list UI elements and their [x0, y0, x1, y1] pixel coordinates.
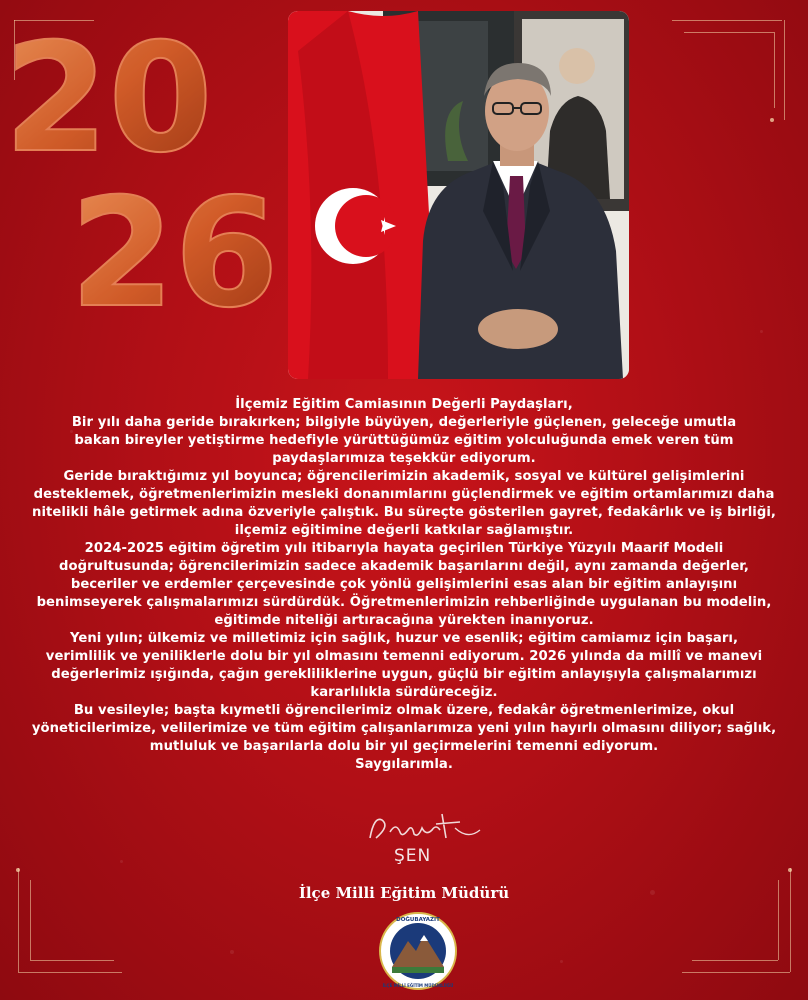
letter-paragraph: 2024-2025 eğitim öğretim yılı itibarıyla hayata geçirilen Türkiye Yüzyılı Maarif Modeli doğrultusunda; öğrencilerimizin sadece akademik başarılarını değil, aynı zamanda değerler, beceriler ve erdemler çerçevesinde çok yönlü gelişimlerini esas alan bir eğitim anlayışını benimseyerek çalışmalarımızı sürdürdük. Öğretmenlerimizin rehberliğinde uygulanan bu modelin, eğitimde niteliği artıracağına yürekten inanıyoruz. [36, 541, 772, 628]
year-2026-balloons [0, 0, 290, 340]
portrait-illustration [288, 11, 629, 379]
signature-script [360, 808, 490, 848]
year-digits-top: 20 [4, 12, 213, 186]
signature-surname: ŞEN [394, 846, 432, 866]
directorate-logo [378, 911, 458, 991]
svg-text:İLÇE MİLLİ EĞİTİM MÜDÜRLÜĞÜ: İLÇE MİLLİ EĞİTİM MÜDÜRLÜĞÜ [382, 983, 454, 988]
svg-text:DOĞUBAYAZIT: DOĞUBAYAZIT [396, 917, 440, 923]
handwritten-signature [360, 808, 490, 872]
letter-paragraph: Bu vesileyle; başta kıymetli öğrencilerimiz olmak üzere, fedakâr öğretmenlerimize, okul yöneticilerimize, velilerimize ve tüm eğitim çalışanlarımıza yeni yılın hayırlı olmasını diliyor; sağlık, mutluluk ve başarılarla dolu bir yıl geçirmelerini temenni ediyorum. [31, 703, 777, 754]
signatory-title: İlçe Milli Eğitim Müdürü [298, 884, 510, 902]
letter-paragraph: Bir yılı daha geride bırakırken; bilgiyle büyüyen, değerleriyle güçlenen, geleceğe umutla bakan bireyler yetiştirme hedefiyle yürüttüğümüz eğitim yolculuğunda emek veren tüm paydaşlarımıza teşekkür ediyorum. [71, 415, 737, 466]
corner-frame-top-right [672, 14, 792, 124]
letter-paragraph: Yeni yılın; ülkemiz ve milletimiz için sağlık, huzur ve esenlik; eğitim camiamız için başarı, verimlilik ve yeniliklerle dolu bir yıl olmasını temenni ediyorum. 2026 yılında da millî ve manevi değerlerimiz ışığında, çağın gerekliliklerine uygun, güçlü bir eğitim anlayışıyla çalışmalarımızı kararlılıkla sürdüreceğiz. [45, 631, 763, 700]
letter-paragraph: Geride bıraktığımız yıl boyunca; öğrencilerimizin akademik, sosyal ve kültürel gelişimlerini desteklemek, öğretmenlerimizin mesleki donanımlarını güçlendirmek ve eğitim ortamlarımızı daha nitelikli hâle getirmek adına özveriyle çalıştık. Bu süreçte gösterilen gayret, fedakârlık ve iş birliği, ilçemiz eğitimine değerli katkılar sağlamıştır. [32, 469, 776, 538]
year-digits-bottom: 26 [70, 167, 279, 340]
letter-greeting: İlçemiz Eğitim Camiasının Değerli Paydaşları, [235, 397, 573, 412]
portrait-photo [288, 11, 629, 379]
letter-closing: Saygılarımla. [355, 757, 453, 772]
logo-emblem [378, 911, 458, 991]
new-year-letter [10, 396, 798, 774]
